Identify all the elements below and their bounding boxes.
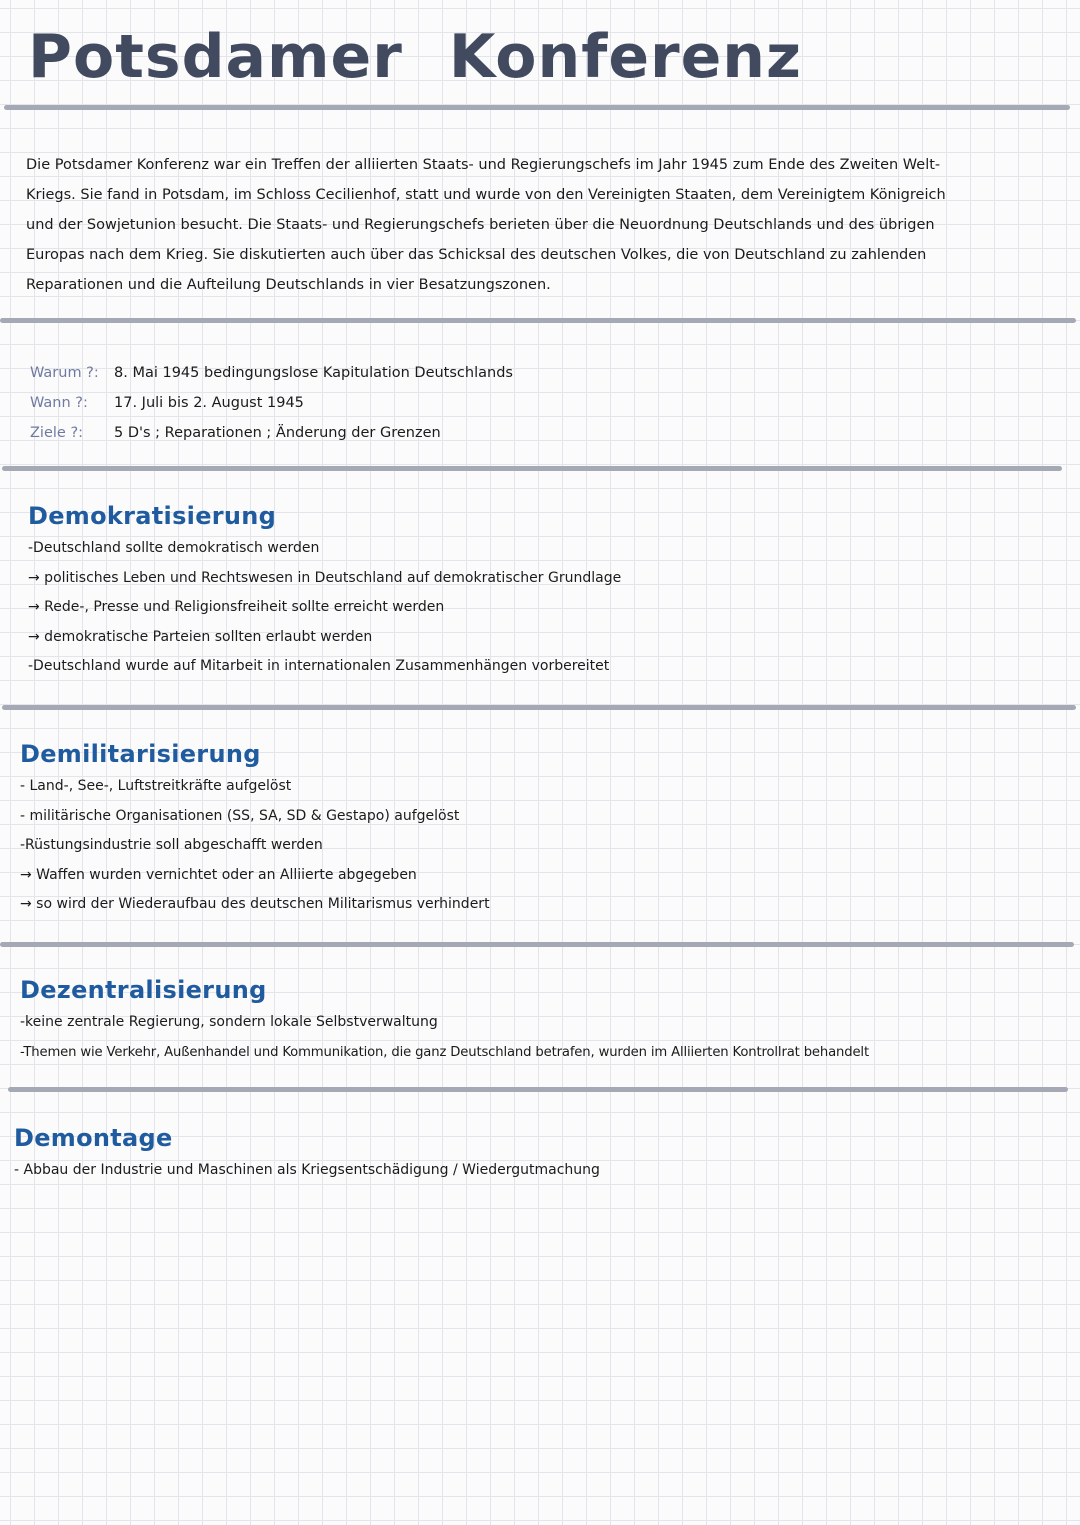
fact-value: 5 D's ; Reparationen ; Änderung der Grenzen [114,425,441,441]
list-item: - Abbau der Industrie und Maschinen als Kriegsentschädigung / Wiedergutmachung [14,1162,600,1178]
fact-value: 8. Mai 1945 bedingungslose Kapitulation Deutschlands [114,365,513,381]
intro-paragraph [26,150,1062,300]
section-heading: Demokratisierung [28,502,277,530]
section-demilitarisierung [20,740,490,920]
list-item: - militärische Organisationen (SS, SA, SD & Gestapo) aufgelöst [20,807,460,824]
fact-row-warum [30,358,513,388]
divider [0,318,1076,323]
section-dezentralisierung [20,976,869,1067]
fact-key: Warum ?: [30,365,99,381]
section-heading: Demontage [14,1124,173,1152]
fact-value: 17. Juli bis 2. August 1945 [114,395,304,411]
divider [4,105,1070,110]
title-word-2: Konferenz [448,22,802,92]
intro-line: Reparationen und die Aufteilung Deutschlands in vier Besatzungszonen. [26,277,551,293]
intro-line: Die Potsdamer Konferenz war ein Treffen der alliierten Staats- und Regierungschefs im Jahr 1945 zum Ende des Zweiten Welt- [26,157,941,173]
intro-line: und der Sowjetunion besucht. Die Staats- und Regierungschefs berieten über die Neuordnung Deutschlands und des übrigen [26,217,935,233]
section-demokratisierung [28,502,621,682]
section-heading: Demilitarisierung [20,740,261,768]
list-item: -Deutschland sollte demokratisch werden [28,540,320,556]
facts-list [30,358,513,448]
divider [2,466,1062,471]
fact-key: Wann ?: [30,395,88,411]
list-item: → so wird der Wiederaufbau des deutschen Militarismus verhindert [20,896,490,912]
divider [8,1087,1068,1092]
intro-line: Europas nach dem Krieg. Sie diskutierten auch über das Schicksal des deutschen Volkes, die von Deutschland zu zahlenden [26,247,927,263]
section-heading: Dezentralisierung [20,976,267,1004]
section-demontage [14,1124,600,1186]
list-item: -Themen wie Verkehr, Außenhandel und Kommunikation, die ganz Deutschland betrafen, wurden im Alliierten Kontrollrat behandelt [20,1044,869,1060]
divider [0,942,1074,947]
fact-key: Ziele ?: [30,425,84,441]
list-item: → demokratische Parteien sollten erlaubt werden [28,628,373,645]
list-item: -Deutschland wurde auf Mitarbeit in internationalen Zusammenhängen vorbereitet [28,658,610,674]
intro-line: Kriegs. Sie fand in Potsdam, im Schloss Cecilienhof, statt und wurde von den Vereinigten Staaten, dem Vereinigtem Königreich [26,187,946,203]
fact-row-wann [30,388,513,418]
fact-row-ziele [30,418,513,448]
divider [2,705,1076,710]
list-item: → Waffen wurden vernichtet oder an Alliierte abgegeben [20,866,417,883]
list-item: -keine zentrale Regierung, sondern lokale Selbstverwaltung [20,1014,438,1030]
list-item: -Rüstungsindustrie soll abgeschafft werden [20,837,323,853]
list-item: - Land-, See-, Luftstreitkräfte aufgelöst [20,778,292,794]
list-item: → politisches Leben und Rechtswesen in Deutschland auf demokratischer Grundlage [28,569,622,586]
title-word-1: Potsdamer [28,22,403,92]
page-title [28,22,802,92]
list-item: → Rede-, Presse und Religionsfreiheit sollte erreicht werden [28,599,445,615]
